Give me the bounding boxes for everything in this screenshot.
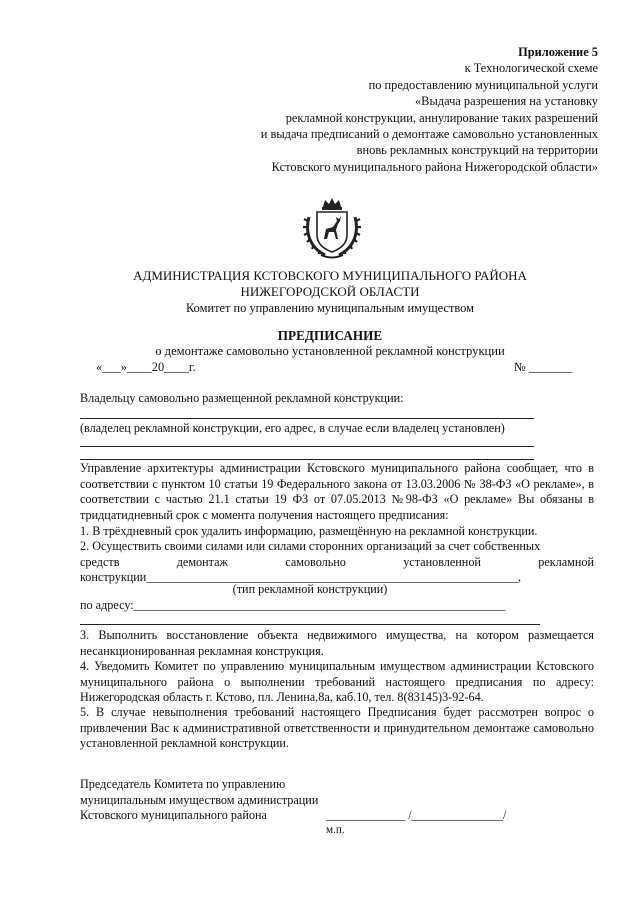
owner-label: Владельцу самовольно размещенной рекламной конструкции:: [80, 391, 404, 405]
document-date: «___»____20____г.: [96, 360, 196, 374]
appendix-line: «Выдача разрешения на установку: [414, 94, 598, 109]
requirement-item-2: [80, 539, 594, 586]
organization-region: НИЖЕГОРОДСКОЙ ОБЛАСТИ: [240, 284, 420, 299]
construction-type-hint: (тип рекламной конструкции): [232, 582, 388, 596]
coat-of-arms-icon: [303, 197, 361, 261]
requirement-item-4: 4. Уведомить Комитет по управлению муниципальным имуществом администрации Кстовского муниципального района о выполнении требований настоящего предписания по адресу: Нижегородская область г. Кстово, пл. Ленина,8а, каб.10, тел. 8(83145)3-92-64.: [80, 659, 594, 704]
signature-field[interactable]: _____________ /_______________/: [326, 808, 507, 822]
signatory-line: Председатель Комитета по управлению: [80, 777, 286, 791]
appendix-line: и выдача предписаний о демонтаже самовольно установленных: [260, 127, 598, 142]
address-field[interactable]: по адресу:_____________________________________________________________: [80, 598, 506, 612]
stamp-place: м.п.: [326, 824, 345, 836]
word: рекламной: [538, 554, 594, 569]
appendix-line: по предоставлению муниципальной услуги: [368, 77, 598, 92]
construction-type-field[interactable]: конструкции_____________________________________________________________,: [80, 570, 522, 584]
fill-line: [80, 459, 534, 460]
appendix-number: Приложение 5: [518, 45, 598, 59]
word: самовольно: [285, 554, 346, 569]
signatory-title: [80, 777, 318, 824]
fill-line: [80, 446, 534, 447]
word: средств: [80, 554, 120, 569]
organization-name: АДМИНИСТРАЦИЯ КСТОВСКОГО МУНИЦИПАЛЬНОГО РАЙОНА: [133, 268, 527, 283]
fill-line: [80, 624, 540, 625]
word: установленной: [403, 554, 481, 569]
appendix-line: рекламной конструкции, аннулирование таких разрешений: [285, 110, 598, 125]
appendix-line: к Технологической схеме: [464, 61, 598, 76]
owner-hint: (владелец рекламной конструкции, его адрес, в случае если владелец установлен): [80, 421, 505, 435]
requirement-item-5: 5. В случае невыполнения требований настоящего Предписания будет рассмотрен вопрос о привлечении Вас к административной ответственности и принудительном демонтаже самовольно установленной рекламной конструкции.: [80, 705, 594, 750]
appendix-block: [178, 44, 598, 175]
requirement-item-2-line: 2. Осуществить своими силами или силами сторонних организаций за счет собственных: [80, 539, 541, 553]
main-paragraph: Управление архитектуры администрации Кстовского муниципального района сообщает, что в соответствии с пунктом 10 статьи 19 Федерального закона от 13.03.2006 № 38-ФЗ «О рекламе», в соответствии с частью 21.1 статьи 19 ФЗ от 07.05.2013 №98-ФЗ «О рекламе» Вы обязаны в тридцатидневный срок с момента получения настоящего предписания:: [80, 461, 594, 522]
fill-line: [80, 418, 534, 419]
word: демонтаж: [176, 554, 228, 569]
organization-committee: Комитет по управлению муниципальным имуществом: [186, 301, 474, 315]
document-number: № _______: [514, 360, 573, 374]
requirement-item-1: 1. В трёхдневный срок удалить информацию, размещённую на рекламной конструкции.: [80, 524, 538, 538]
document-title: ПРЕДПИСАНИЕ: [277, 328, 383, 343]
document-subtitle: о демонтаже самовольно установленной рекламной конструкции: [155, 344, 505, 358]
requirement-item-3: 3. Выполнить восстановление объекта недвижимого имущества, на котором размещается несанкционированная рекламная конструкция.: [80, 628, 594, 658]
requirement-item-2-words: [80, 555, 594, 571]
signatory-line: Кстовского муниципального района: [80, 808, 267, 823]
appendix-line: вновь рекламных конструкций на территории: [356, 143, 598, 158]
signatory-line: муниципальным имуществом администрации: [80, 792, 319, 807]
appendix-line: Кстовского муниципального района Нижегородской области»: [271, 159, 598, 174]
